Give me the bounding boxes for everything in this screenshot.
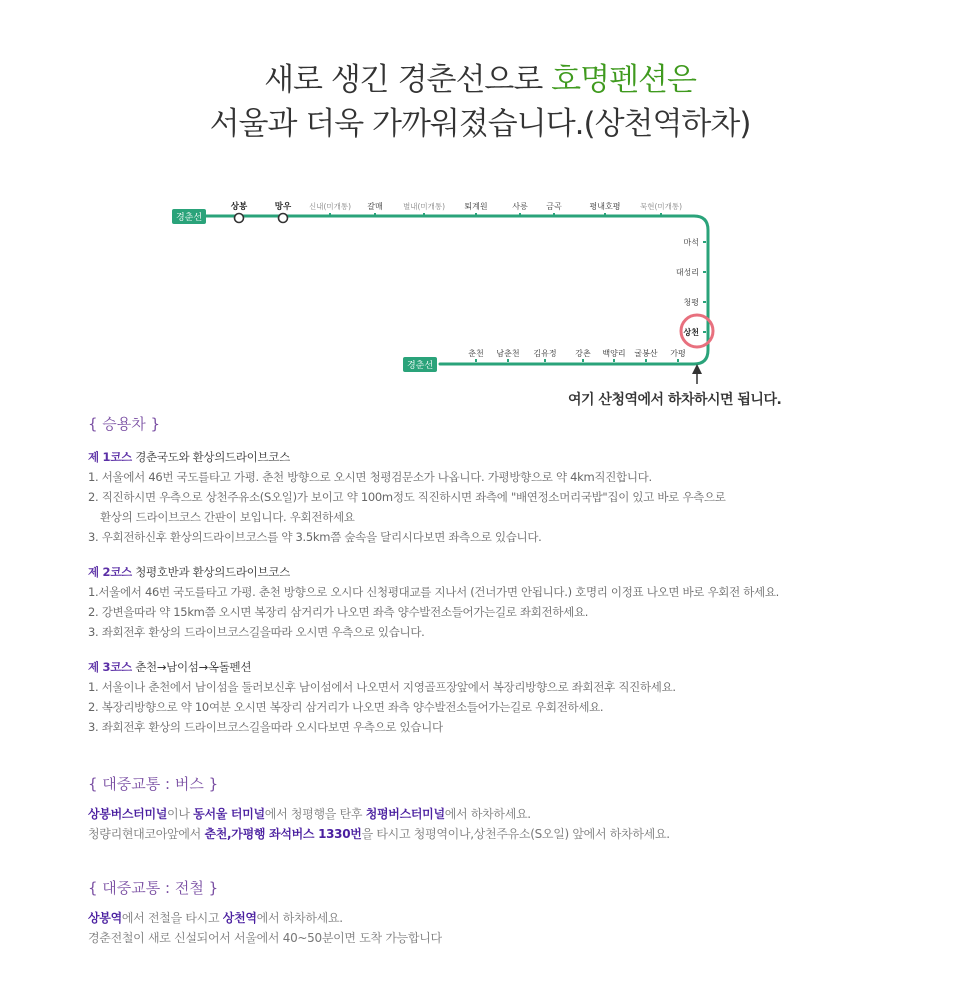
course-3-line-1: 1. 서울이나 춘천에서 남이섬을 둘러보신후 남이섬에서 나오면서 지영골프장앞에서 복장리방향으로 좌회전후 직진하세요. — [88, 680, 676, 694]
station-mukhyeon: 묵현(미개통) — [639, 202, 683, 211]
course-1-title: 경춘국도와 환상의드라이브코스 — [135, 450, 290, 464]
station-chuncheon: 춘천 — [468, 349, 484, 358]
station-gimyujeong: 김유정 — [533, 349, 557, 358]
course-1-line-3: 환상의 드라이브코스 간판이 보입니다. 우회전하세요 — [100, 510, 355, 524]
station-pyeongnae: 평내호평 — [589, 202, 621, 211]
course-2 — [88, 562, 908, 642]
course-3-line-2: 2. 복장리방향으로 약 10여분 오시면 복장리 삼거리가 나오면 좌측 양수발전소들어가는길로 우회전하세요. — [88, 700, 604, 714]
subway-section-heading: { 대중교통 : 전철 } — [88, 879, 219, 897]
subway-directions — [88, 908, 908, 948]
station-byeollae: 별내(미개통) — [402, 202, 446, 211]
station-geumgok: 금곡 — [546, 202, 562, 211]
station-galmae: 갈매 — [367, 202, 383, 211]
subway-line-1: 상봉역에서 전철을 타시고 상천역에서 하차하세요. — [88, 911, 343, 925]
station-marker-sangbong — [235, 214, 244, 223]
arrow-up-icon — [692, 364, 702, 384]
pension-name: 호명펜션은 — [551, 62, 696, 98]
course-1-line-4: 3. 우회전하신후 환상의드라이브코스를 약 3.5km쯤 숲속을 달리시다보면 좌측으로 있습니다. — [88, 530, 542, 544]
bus-line-2: 청량리현대코아앞에서 춘천,가평행 좌석버스 1330번을 타시고 청평역이나,상천주유소(S오일) 앞에서 하차하세요. — [88, 827, 670, 841]
line-label-bottom — [403, 357, 437, 372]
subway-line-2: 경춘전철이 새로 신설되어서 서울에서 40~50분이면 도착 가능합니다 — [88, 931, 442, 945]
course-1-line-1: 1. 서울에서 46번 국도를타고 가평. 춘천 방향으로 오시면 청평검문소가 나옵니다. 가평방향으로 약 4km직진합니다. — [88, 470, 652, 484]
page-title — [0, 58, 960, 146]
course-3-line-3: 3. 좌회전후 환상의 드라이브코스길을따라 오시다보면 우측으로 있습니다 — [88, 720, 443, 734]
course-1-number: 제 1코스 — [88, 450, 132, 464]
sangcheon-note: 여기 산청역에서 하차하시면 됩니다. — [568, 392, 782, 408]
station-marker-mangu — [279, 214, 288, 223]
line-label-top — [172, 209, 206, 224]
svg-text:경춘선: 경춘선 — [175, 213, 203, 223]
top-stations — [231, 201, 682, 223]
course-3-title: 춘천→남이섬→옥돌펜션 — [135, 660, 252, 674]
station-sareung: 사릉 — [512, 202, 528, 211]
station-gangchon: 강촌 — [575, 349, 591, 358]
station-gulbongsan: 굴봉산 — [634, 349, 658, 358]
station-baegyangri: 백양리 — [602, 349, 626, 358]
course-1-line-2: 2. 직진하시면 우측으로 상천주유소(S오일)가 보이고 약 100m정도 직진하시면 좌측에 "배연정소머리국밥"집이 있고 바로 우측으로 — [88, 490, 726, 504]
route-track — [200, 216, 708, 364]
station-namchuncheon: 남춘천 — [496, 349, 520, 358]
course-2-line-3: 3. 좌회전후 환상의 드라이브코스길을따라 오시면 우측으로 있습니다. — [88, 625, 425, 639]
station-maseok: 마석 — [683, 238, 699, 247]
station-mangu: 망우 — [274, 202, 292, 212]
title-line-1: 새로 생긴 경춘선으로 호명펜션은 — [264, 62, 696, 98]
course-2-line-1: 1.서울에서 46번 국도를타고 가평. 춘천 방향으로 오시다 신청평대교를 지나서 (건너가면 안됩니다.) 호명리 이정표 나오면 바로 우회전 하세요. — [88, 585, 780, 599]
route-map — [0, 190, 960, 390]
bus-section-heading: { 대중교통 : 버스 } — [88, 775, 219, 793]
course-1 — [88, 447, 908, 547]
bus-line-1: 상봉버스터미널이나 동서울 터미널에서 청평행을 탄후 청평버스터미널에서 하차하세요. — [88, 807, 531, 821]
car-section-heading: { 승용차 } — [88, 415, 161, 433]
bus-directions — [88, 804, 908, 844]
title-line-2: 서울과 더욱 가까워졌습니다.(상천역하차) — [209, 106, 751, 142]
svg-text:경춘선: 경춘선 — [406, 361, 434, 371]
course-3-number: 제 3코스 — [88, 660, 132, 674]
bottom-stations — [468, 348, 685, 362]
course-2-number: 제 2코스 — [88, 565, 132, 579]
station-toegyewon: 퇴계원 — [464, 202, 488, 211]
station-gapyeong: 가평 — [670, 349, 686, 358]
station-sangcheon: 상천 — [683, 328, 699, 337]
course-3 — [88, 657, 908, 737]
station-sangbong: 상봉 — [230, 202, 248, 212]
course-2-line-2: 2. 강변을따라 약 15km쯤 오시면 복장리 삼거리가 나오면 좌측 양수발전소들어가는길로 좌회전하세요. — [88, 605, 589, 619]
station-sinnae: 신내(미개통) — [308, 202, 352, 211]
station-daeseongri: 대성리 — [675, 268, 699, 277]
station-cheongpyeong: 청평 — [683, 298, 699, 307]
course-2-title: 청평호반과 환상의드라이브코스 — [135, 565, 290, 579]
